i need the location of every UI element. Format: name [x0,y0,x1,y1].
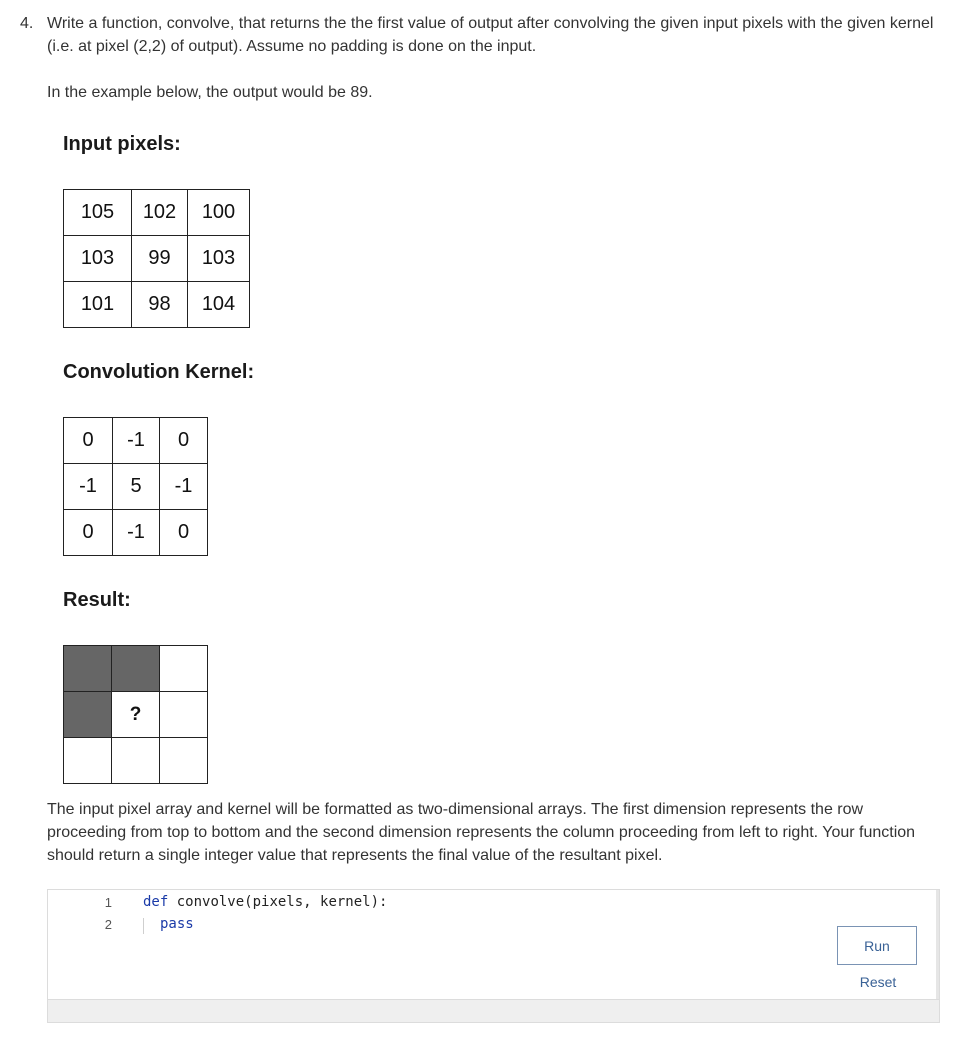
code-keyword-def: def [143,894,169,910]
result-cell [160,646,208,692]
input-cell: 103 [64,236,132,282]
kernel-heading: Convolution Kernel: [63,361,255,383]
result-cell-shaded [64,692,112,738]
input-cell: 102 [132,190,188,236]
kernel-cell: -1 [113,418,160,464]
kernel-cell: 5 [113,464,160,510]
code-keyword-pass: pass [160,916,194,932]
input-cell: 104 [188,282,250,328]
kernel-row [64,464,208,510]
result-cell-shaded [64,646,112,692]
result-cell [160,692,208,738]
line-number: 1 [104,895,112,910]
kernel-cell: -1 [64,464,113,510]
result-heading: Result: [63,589,131,611]
editor-footer [48,999,939,1022]
line-number: 2 [104,917,112,932]
input-cell: 103 [188,236,250,282]
input-cell: 105 [64,190,132,236]
kernel-cell: 0 [64,510,113,556]
input-cell: 100 [188,190,250,236]
input-cell: 98 [132,282,188,328]
result-row [64,738,208,784]
result-table [63,645,208,784]
result-target-cell: ? [112,692,160,738]
result-row [64,692,208,738]
indent-guide [143,918,144,934]
description-text: The input pixel array and kernel will be formatted as two-dimensional arrays. The first dimension represents the row proceeding from top to bottom and the second dimension represents the column proceeding from left to right. Your function should return a single integer value that represents the final value of the resultant pixel. [47,801,916,864]
example-text: In the example below, the output would be 89. [47,84,373,101]
result-row [64,646,208,692]
input-cell: 101 [64,282,132,328]
result-cell [112,738,160,784]
input-pixels-heading: Input pixels: [63,133,181,155]
question-number: 4. [20,15,34,32]
kernel-row [64,418,208,464]
kernel-cell: 0 [160,510,208,556]
input-row [64,236,250,282]
question-text: Write a function, convolve, that returns the the first value of output after convolving the given input pixels with the given kernel (i.e. at pixel (2,2) of output). Assume no padding is done on the input. [47,15,934,55]
reset-link[interactable]: Reset [859,974,897,990]
code-line-2[interactable] [160,916,194,932]
input-cell: 99 [132,236,188,282]
result-cell-shaded [112,646,160,692]
code-line-1[interactable] [143,894,387,910]
input-row [64,190,250,236]
input-row [64,282,250,328]
code-signature: convolve(pixels, kernel): [168,894,388,910]
kernel-row [64,510,208,556]
kernel-table [63,417,208,556]
result-cell [160,738,208,784]
run-button[interactable]: Run [837,926,917,965]
result-cell [64,738,112,784]
kernel-cell: -1 [113,510,160,556]
input-pixels-table [63,189,250,328]
editor-scrollbar[interactable] [936,890,939,1000]
kernel-cell: 0 [64,418,113,464]
kernel-cell: 0 [160,418,208,464]
kernel-cell: -1 [160,464,208,510]
code-editor[interactable] [47,889,940,1023]
